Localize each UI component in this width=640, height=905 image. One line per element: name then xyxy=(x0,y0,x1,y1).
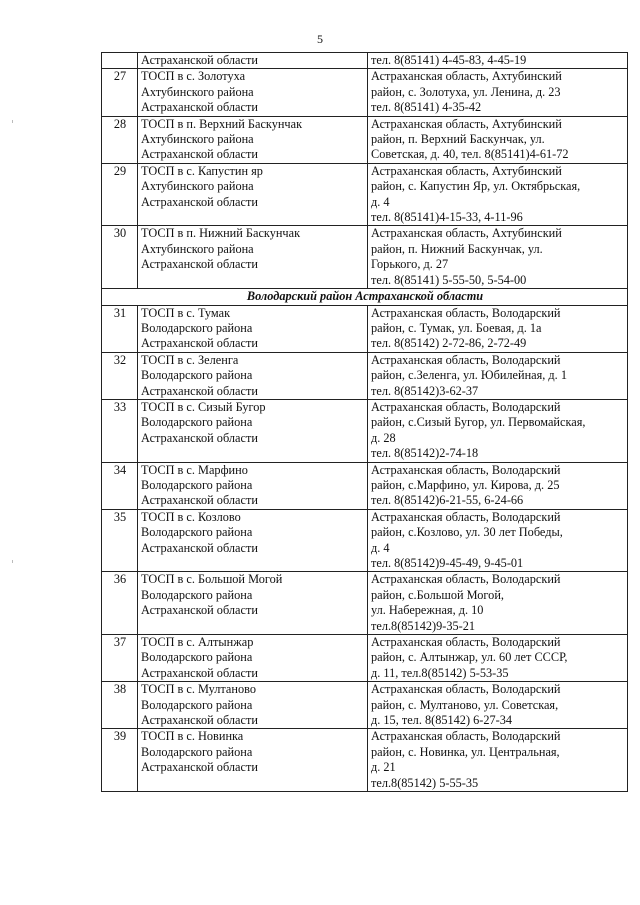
office-name-cell xyxy=(138,729,368,792)
office-address-cell xyxy=(368,509,628,572)
office-address-line: д. 4 xyxy=(371,194,390,209)
office-name-line: ТОСП в с. Мултаново xyxy=(141,682,256,697)
office-address-cell xyxy=(368,116,628,163)
office-address-line: Астраханская область, Володарский xyxy=(371,462,561,477)
row-number: 32 xyxy=(102,352,138,399)
office-address-line: Астраханская область, Володарский xyxy=(371,635,561,650)
office-address-line: район, с. Золотуха, ул. Ленина, д. 23 xyxy=(371,84,561,99)
office-address-line: д. 15, тел. 8(85142) 6-27-34 xyxy=(371,713,513,728)
office-name-line: ТОСП в с. Большой Могой xyxy=(141,572,283,587)
office-address-line: д. 4 xyxy=(371,540,390,555)
table-row xyxy=(102,352,628,399)
office-address-line: д. 28 xyxy=(371,430,396,445)
office-name-line: Володарского района xyxy=(141,320,253,335)
office-name-line: Володарского района xyxy=(141,477,253,492)
office-name-cell xyxy=(138,682,368,729)
office-name-line: Астраханской области xyxy=(141,713,258,728)
table-row xyxy=(102,729,628,792)
row-number: 34 xyxy=(102,462,138,509)
scan-speck xyxy=(12,120,13,123)
office-name-cell xyxy=(138,352,368,399)
row-number: 35 xyxy=(102,509,138,572)
office-address-line: тел. 8(85141)4-15-33, 4-11-96 xyxy=(371,210,523,225)
office-address-line: район, с.Козлово, ул. 30 лет Победы, xyxy=(371,525,563,540)
office-name-line: ТОСП в с. Сизый Бугор xyxy=(141,399,266,414)
office-address-cell xyxy=(368,352,628,399)
office-name-cell xyxy=(138,116,368,163)
office-name-line: ТОСП в с. Марфино xyxy=(141,462,248,477)
office-address-line: Астраханская область, Володарский xyxy=(371,509,561,524)
office-address-cell xyxy=(368,69,628,116)
office-name-line: ТОСП в с. Новинка xyxy=(141,729,244,744)
office-name-line: Ахтубинского района xyxy=(141,84,254,99)
office-name-line: Астраханской области xyxy=(141,194,258,209)
office-name-cell xyxy=(138,226,368,289)
office-name-line: Астраханской области xyxy=(141,257,258,272)
office-name-line: Астраханской области xyxy=(141,493,258,508)
table-row xyxy=(102,509,628,572)
office-name-cell xyxy=(138,509,368,572)
table-row xyxy=(102,399,628,462)
office-address-line: район, с.Большой Могой, xyxy=(371,587,504,602)
row-number: 27 xyxy=(102,69,138,116)
office-address-cell xyxy=(368,305,628,352)
office-address-line: район, п. Верхний Баскунчак, ул. xyxy=(371,132,545,147)
office-name-line: ТОСП в с. Золотуха xyxy=(141,69,246,84)
table-row xyxy=(102,69,628,116)
office-address-line: д. 11, тел.8(85142) 5-53-35 xyxy=(371,665,509,680)
office-address-line: тел. 8(85142)2-74-18 xyxy=(371,446,479,461)
office-name-line: Ахтубинского района xyxy=(141,241,254,256)
row-number: 30 xyxy=(102,226,138,289)
office-address-line: Астраханская область, Володарский xyxy=(371,305,561,320)
office-address-line: район, с.Зеленга, ул. Юбилейная, д. 1 xyxy=(371,368,567,383)
office-address-line: район, с. Новинка, ул. Центральная, xyxy=(371,744,560,759)
office-address-cell xyxy=(368,682,628,729)
office-address-line: тел.8(85142) 5-55-35 xyxy=(371,775,479,790)
office-address-line: район, п. Нижний Баскунчак, ул. xyxy=(371,241,543,256)
table-row xyxy=(102,116,628,163)
office-address-line: д. 21 xyxy=(371,760,396,775)
office-address-line: Астраханская область, Ахтубинский xyxy=(371,69,562,84)
page-number: 5 xyxy=(317,32,323,46)
office-name-cell xyxy=(138,462,368,509)
office-address-line: тел.8(85142)9-35-21 xyxy=(371,618,476,633)
offices-table xyxy=(101,52,628,792)
office-name-cell xyxy=(138,635,368,682)
office-name-line: ТОСП в п. Нижний Баскунчак xyxy=(141,226,301,241)
office-name-cell xyxy=(138,399,368,462)
office-address-line: район, с. Мултаново, ул. Советская, xyxy=(371,697,559,712)
office-address-line: район, с. Алтынжар, ул. 60 лет СССР, xyxy=(371,650,568,665)
table-row xyxy=(102,226,628,289)
office-address-line: Советская, д. 40, тел. 8(85141)4-61-72 xyxy=(371,147,569,162)
row-number: 38 xyxy=(102,682,138,729)
scan-speck xyxy=(12,560,13,563)
office-name-line: Володарского района xyxy=(141,525,253,540)
office-name-cell xyxy=(138,163,368,226)
office-name-line: ТОСП в с. Тумак xyxy=(141,305,231,320)
row-number: 31 xyxy=(102,305,138,352)
office-name-line: ТОСП в с. Козлово xyxy=(141,509,241,524)
office-address-line: Астраханская область, Володарский xyxy=(371,729,561,744)
table-row xyxy=(102,635,628,682)
volodarsky-district-rows xyxy=(102,305,628,792)
office-address-line: Астраханская область, Володарский xyxy=(371,399,561,414)
office-address-line: Астраханская область, Ахтубинский xyxy=(371,163,562,178)
office-address-line: ул. Набережная, д. 10 xyxy=(371,603,484,618)
row-number-cell xyxy=(102,53,138,69)
office-name-line: ТОСП в с. Капустин яр xyxy=(141,163,263,178)
table-row xyxy=(102,163,628,226)
row-number: 37 xyxy=(102,635,138,682)
office-name-line: ТОСП в с. Алтынжар xyxy=(141,635,254,650)
office-address-line: Астраханская область, Ахтубинский xyxy=(371,116,562,131)
akhtubinsk-district-rows xyxy=(102,69,628,289)
office-name-line: ТОСП в с. Зеленга xyxy=(141,352,239,367)
office-address-line: тел. 8(85141) 4-45-83, 4-45-19 xyxy=(371,53,527,67)
row-number: 36 xyxy=(102,572,138,635)
office-address-line: тел. 8(85142)6-21-55, 6-24-66 xyxy=(371,493,524,508)
office-address-line: тел. 8(85141) 5-55-50, 5-54-00 xyxy=(371,272,527,287)
table-row xyxy=(102,572,628,635)
office-address-cell xyxy=(368,462,628,509)
section-heading: Володарский район Астраханской области xyxy=(102,289,628,305)
office-name-cell xyxy=(138,53,368,69)
table-row xyxy=(102,682,628,729)
office-address-line: тел. 8(85141) 4-35-42 xyxy=(371,100,482,115)
office-address-cell xyxy=(368,729,628,792)
office-address-line: район, с.Сизый Бугор, ул. Первомайская, xyxy=(371,415,586,430)
office-address-line: район, с.Марфино, ул. Кирова, д. 25 xyxy=(371,477,560,492)
office-address-line: тел. 8(85142)3-62-37 xyxy=(371,383,479,398)
office-name-line: Астраханской области xyxy=(141,540,258,555)
office-name-line: Ахтубинского района xyxy=(141,179,254,194)
office-name-line: Астраханской области xyxy=(141,603,258,618)
office-address-line: район, с. Тумак, ул. Боевая, д. 1а xyxy=(371,320,542,335)
office-name-line: Астраханской области xyxy=(141,665,258,680)
office-name-line: Володарского района xyxy=(141,368,253,383)
office-address-cell xyxy=(368,226,628,289)
office-address-line: Астраханская область, Володарский xyxy=(371,682,561,697)
office-name-line: Володарского района xyxy=(141,650,253,665)
office-address-line: тел. 8(85142)9-45-49, 9-45-01 xyxy=(371,556,524,570)
office-name-line: Володарского района xyxy=(141,744,253,759)
office-address-cell xyxy=(368,163,628,226)
row-number: 33 xyxy=(102,399,138,462)
office-name-cell xyxy=(138,572,368,635)
office-name-cell xyxy=(138,305,368,352)
office-address-line: Горького, д. 27 xyxy=(371,257,449,272)
office-name-line: Володарского района xyxy=(141,415,253,430)
office-name-line: Астраханской области xyxy=(141,336,258,351)
row-number: 29 xyxy=(102,163,138,226)
office-address-line: тел. 8(85142) 2-72-86, 2-72-49 xyxy=(371,336,527,351)
row-number: 28 xyxy=(102,116,138,163)
office-address-cell xyxy=(368,572,628,635)
office-address-line: Астраханская область, Володарский xyxy=(371,352,561,367)
office-name-line: Володарского района xyxy=(141,697,253,712)
section-heading-row xyxy=(102,289,628,305)
row-number: 39 xyxy=(102,729,138,792)
office-name-line: Астраханской области xyxy=(141,760,258,775)
office-name-line: Астраханской области xyxy=(141,100,258,115)
office-name-line: Астраханской области xyxy=(141,53,258,67)
office-address-cell xyxy=(368,53,628,69)
office-name-line: Володарского района xyxy=(141,587,253,602)
office-address-line: Астраханская область, Ахтубинский xyxy=(371,226,562,241)
office-name-line: ТОСП в п. Верхний Баскунчак xyxy=(141,116,303,131)
table-row xyxy=(102,462,628,509)
office-name-cell xyxy=(138,69,368,116)
office-address-line: Астраханская область, Володарский xyxy=(371,572,561,587)
office-name-line: Астраханской области xyxy=(141,147,258,162)
table-row xyxy=(102,305,628,352)
office-address-cell xyxy=(368,399,628,462)
office-name-line: Астраханской области xyxy=(141,430,258,445)
table-row xyxy=(102,53,628,69)
office-name-line: Ахтубинского района xyxy=(141,132,254,147)
office-address-line: район, с. Капустин Яр, ул. Октябрьская, xyxy=(371,179,581,194)
office-address-cell xyxy=(368,635,628,682)
office-name-line: Астраханской области xyxy=(141,383,258,398)
